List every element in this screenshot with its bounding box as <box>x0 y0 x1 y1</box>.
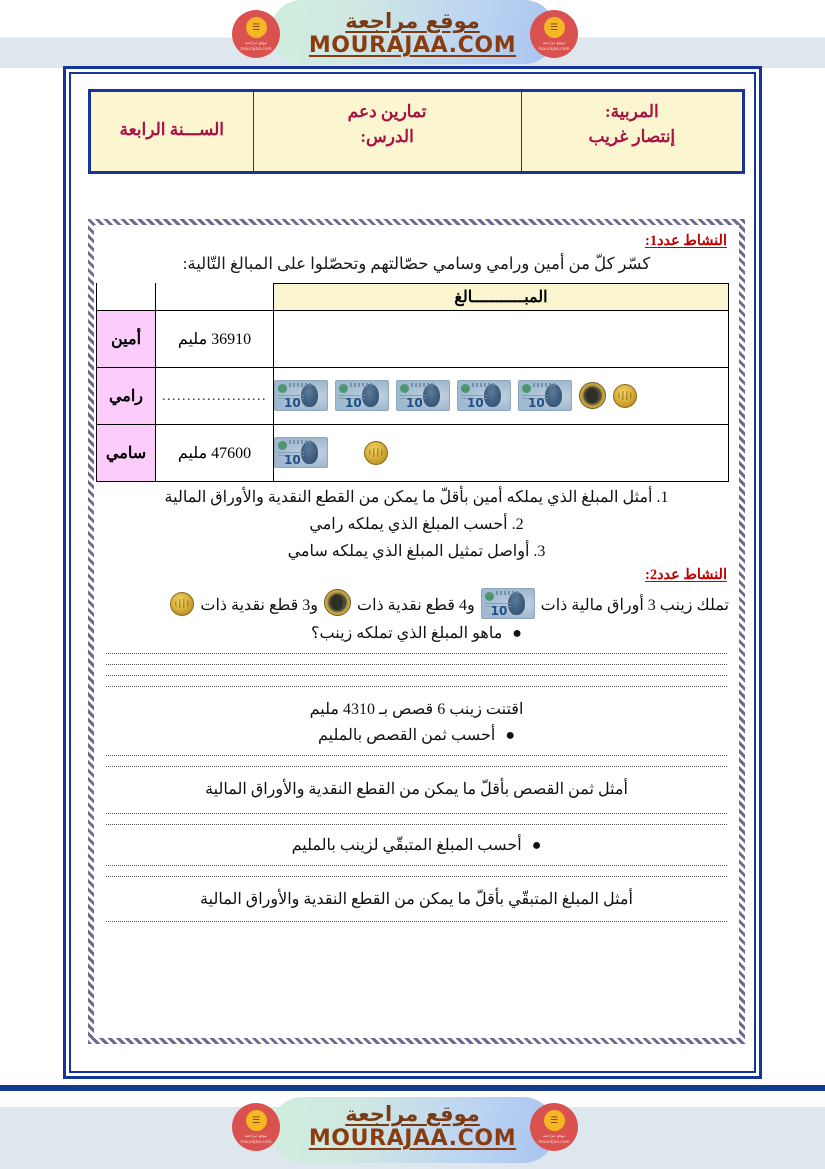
activity1-question-list <box>104 486 729 564</box>
banknote-10-dinar <box>274 437 328 468</box>
brand-english-url[interactable]: MOURAJAA.COM <box>308 33 517 59</box>
answer-line[interactable] <box>106 876 727 877</box>
amin-visual-cell <box>274 310 729 367</box>
bullet-icon: ● <box>505 727 515 745</box>
amount-header: المبـــــــــــالغ <box>274 283 729 310</box>
logo-caption-en: mourajaa.com <box>538 45 570 51</box>
answer-line[interactable] <box>106 675 727 676</box>
rami-name: رامي <box>97 367 156 424</box>
activity2-question-3-text: أحسب المبلغ المتبقّي لزينب بالمليم <box>291 836 522 854</box>
logo-caption-en: mourajaa.com <box>538 1138 570 1144</box>
banknote-10-dinar <box>457 380 511 411</box>
banknote-10-dinar <box>518 380 572 411</box>
banknote-10-dinar <box>396 380 450 411</box>
rami-money-row <box>274 380 728 411</box>
gold-coin <box>613 384 637 408</box>
answer-line[interactable] <box>106 653 727 654</box>
teacher-cell <box>521 91 743 173</box>
activity2-statement-4: أمثل المبلغ المتبقّي بأقلّ ما يمكن من القطع النقدية والأوراق المالية <box>200 890 633 908</box>
activity1-title: النشاط عدد1: <box>644 233 727 249</box>
activity1-question-1: 1. أمثل المبلغ الذي يملكه أمين بأقلّ ما يمكن من القطع النقدية والأوراق المالية <box>164 488 669 506</box>
logo-book-icon: ☰ <box>544 17 565 38</box>
rami-visual-cell <box>274 367 729 424</box>
answer-line[interactable] <box>106 921 727 922</box>
info-row <box>90 91 744 173</box>
worksheet-page <box>63 66 762 1079</box>
footer-brand-band <box>0 1085 825 1169</box>
amin-name: أمين <box>97 310 156 367</box>
year-cell: الســـنة الرابعة <box>90 91 254 173</box>
sami-money-row <box>274 437 728 468</box>
activity2-question-3 <box>104 835 729 855</box>
table-row <box>97 367 729 424</box>
activity2-intro-part1: تملك زينب 3 أوراق مالية ذات <box>540 597 729 615</box>
logo-caption-ar: موقع مراجعة <box>244 40 268 46</box>
activity1-question-2: 2. أحسب المبلغ الذي يملكه رامي <box>309 515 524 533</box>
worksheet-info-table <box>88 89 745 174</box>
activity1-intro: كسّر كلّ من أمين ورامي وسامي حصّالتهم وتحصّلوا على المبالغ التّالية: <box>182 254 651 273</box>
logo-caption-en: mourajaa.com <box>240 1138 272 1144</box>
bullet-icon: ● <box>531 836 542 854</box>
banknote-10-dinar <box>335 380 389 411</box>
answer-line[interactable] <box>106 813 727 814</box>
brand-arabic-title: موقع مراجعة <box>345 1102 480 1127</box>
rami-amount-dots[interactable]: ..................... <box>162 388 267 404</box>
lesson-value: الدرس: <box>360 126 414 146</box>
gold-coin <box>170 592 194 616</box>
logo-caption-en: mourajaa.com <box>240 45 272 51</box>
activity2-intro <box>104 588 729 619</box>
answer-line[interactable] <box>106 766 727 767</box>
table-row <box>97 424 729 481</box>
activity2-intro-part3: و3 قطع نقدية ذات <box>200 597 319 615</box>
brand-arabic-title: موقع مراجعة <box>345 9 480 34</box>
logo-caption-ar: موقع مراجعة <box>244 1133 268 1139</box>
rami-amount-blank <box>156 367 274 424</box>
banknote-10-dinar <box>481 588 535 619</box>
logo-caption-right <box>538 40 569 51</box>
answer-line[interactable] <box>106 865 727 866</box>
logo-caption-left <box>240 40 271 51</box>
answer-line[interactable] <box>106 686 727 687</box>
teacher-name: إنتصار غريب <box>588 126 676 146</box>
activity2-question-2 <box>104 725 729 745</box>
sami-name: سامي <box>97 424 156 481</box>
bimetallic-coin <box>579 382 606 409</box>
money-table-header-row <box>97 283 729 310</box>
page-body <box>74 77 751 1068</box>
header-brand-text <box>309 10 516 57</box>
lesson-label: تمارين دعم <box>347 102 427 121</box>
brand-english-url[interactable]: MOURAJAA.COM <box>308 1126 517 1152</box>
bullet-icon: ● <box>512 624 522 642</box>
bimetallic-coin <box>324 589 351 616</box>
sami-visual-cell <box>274 424 729 481</box>
site-logo-right-icon <box>530 1103 578 1151</box>
logo-book-icon: ☰ <box>246 1110 267 1131</box>
activity1-money-table <box>96 283 729 482</box>
header-spacer <box>97 283 156 310</box>
sami-amount: 47600 مليم <box>156 424 274 481</box>
logo-caption-right <box>538 1133 569 1144</box>
answer-line[interactable] <box>106 824 727 825</box>
header-spacer <box>156 283 274 310</box>
activity2-question-1-text: ماهو المبلغ الذي تملكه زينب؟ <box>311 624 503 642</box>
site-logo-left-icon <box>232 10 280 58</box>
header-brand-band <box>0 0 825 68</box>
logo-caption-ar: موقع مراجعة <box>542 40 566 46</box>
activity2-statement-3: أمثل ثمن القصص بأقلّ ما يمكن من القطع النقدية والأوراق المالية <box>205 781 628 799</box>
content-frame <box>88 219 745 1044</box>
lesson-cell <box>253 91 521 173</box>
teacher-label: المربية: <box>604 102 659 121</box>
amin-amount: 36910 مليم <box>156 310 274 367</box>
banknote-10-dinar <box>274 380 328 411</box>
site-logo-left-icon <box>232 1103 280 1151</box>
logo-caption-left <box>240 1133 271 1144</box>
activity2-title: النشاط عدد2: <box>644 567 727 584</box>
activity2-intro-part2: و4 قطع نقدية ذات <box>357 597 475 615</box>
answer-line[interactable] <box>106 664 727 665</box>
answer-line[interactable] <box>106 755 727 756</box>
activity2-question-2-text: أحسب ثمن القصص بالمليم <box>318 727 496 745</box>
logo-caption-ar: موقع مراجعة <box>542 1133 566 1139</box>
site-logo-right-icon <box>530 10 578 58</box>
activity2-question-1 <box>104 623 729 643</box>
logo-book-icon: ☰ <box>544 1110 565 1131</box>
activity1-question-3: 3. أواصل تمثيل المبلغ الذي يملكه سامي <box>287 543 546 561</box>
activity2-statement-2: اقتنت زينب 6 قصص بـ 4310 مليم <box>309 700 524 718</box>
table-row <box>97 310 729 367</box>
gold-coin <box>364 441 388 465</box>
footer-brand-text <box>309 1103 516 1150</box>
logo-book-icon: ☰ <box>246 17 267 38</box>
